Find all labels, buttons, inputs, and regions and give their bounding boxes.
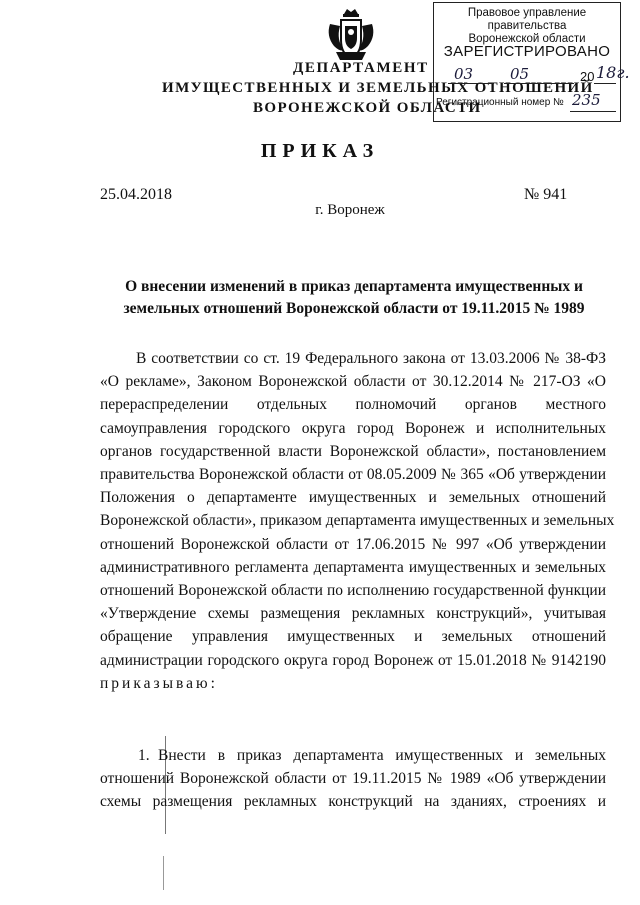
stamp-year-line bbox=[594, 83, 616, 84]
coat-of-arms-icon bbox=[322, 6, 380, 64]
department-name-line3: ВОРОНЕЖСКОЙ ОБЛАСТИ bbox=[253, 100, 482, 116]
stamp-month: 05 bbox=[510, 65, 530, 83]
body-line: Положения о департаменте имущественных и земельных отношений bbox=[100, 489, 606, 507]
stamp-month-line bbox=[504, 83, 574, 84]
stamp-reg-number: 235 bbox=[572, 91, 601, 109]
stamp-status: ЗАРЕГИСТРИРОВАНО bbox=[443, 43, 611, 60]
document-number: № 941 bbox=[524, 186, 568, 203]
document-subject: О внесении изменений в приказ департамента имущественных и земельных отношений Воронежской области от 19.11.2015 № 1989 bbox=[123, 278, 585, 317]
body-line: «О рекламе», Законом Воронежской области от 30.12.2014 № 217-ОЗ «О bbox=[100, 373, 606, 391]
document-date: 25.04.2018 bbox=[100, 186, 172, 203]
department-name-line1: ДЕПАРТАМЕНТ bbox=[293, 60, 429, 76]
body-line: обращение управления имущественных и земельных отношений bbox=[100, 628, 606, 646]
stamp-organization: Правовое управление правительства Воронежской области bbox=[467, 7, 587, 45]
body-line: перераспределении отдельных полномочий органов местного bbox=[100, 396, 606, 414]
body-line: отношений Воронежской области по исполнению государственной функции bbox=[100, 582, 606, 600]
body-line: «Утверждение схемы размещения рекламных конструкций», учитывая bbox=[100, 605, 606, 623]
body-line: самоуправления городского округа город Воронеж и исполнительных bbox=[100, 419, 606, 437]
order-item-1 bbox=[100, 744, 606, 814]
document-body bbox=[100, 347, 615, 695]
item-number: 1. bbox=[138, 747, 150, 764]
stamp-day: 03 bbox=[454, 65, 474, 83]
item-line: схемы размещения рекламных конструкций на зданиях, строениях и bbox=[100, 793, 606, 811]
document-city: г. Воронеж bbox=[315, 202, 385, 218]
document-title: ПРИКАЗ bbox=[260, 140, 380, 162]
stamp-day-line bbox=[448, 83, 494, 84]
body-line: отношений Воронежской области от 17.06.2015 № 997 «Об утверждении bbox=[100, 535, 606, 553]
margin-mark bbox=[163, 856, 164, 890]
department-name-line2: ИМУЩЕСТВЕННЫХ И ЗЕМЕЛЬНЫХ ОТНОШЕНИЙ bbox=[162, 80, 594, 96]
registration-stamp bbox=[433, 2, 630, 122]
body-line: Воронежской области», приказом департамента имущественных и земельных bbox=[100, 512, 615, 530]
body-line: правительства Воронежской области от 08.05.2009 № 365 «Об утверждении bbox=[100, 466, 606, 484]
body-line: В соответствии со ст. 19 Федерального закона от 13.03.2006 № 38-ФЗ bbox=[136, 350, 606, 367]
stamp-reg-line bbox=[570, 111, 616, 112]
body-line: органов государственной власти Воронежской области», постановлением bbox=[100, 442, 606, 460]
stamp-year-hand: 18г. bbox=[596, 63, 630, 82]
item-line: Внести в приказ департамента имущественных и земельных bbox=[158, 747, 606, 764]
stamp-reg-label: Регистрационный номер № bbox=[436, 97, 564, 108]
body-line: администрации городского округа город Воронеж от 15.01.2018 № 9142190 bbox=[100, 651, 606, 669]
order-word: приказываю: bbox=[100, 674, 218, 692]
item-line: отношений Воронежской области от 19.11.2015 № 1989 «Об утверждении bbox=[100, 770, 606, 788]
stamp-year-prefix: 20 bbox=[580, 69, 595, 84]
body-line: административного регламента департамента имущественных и земельных bbox=[100, 558, 606, 576]
